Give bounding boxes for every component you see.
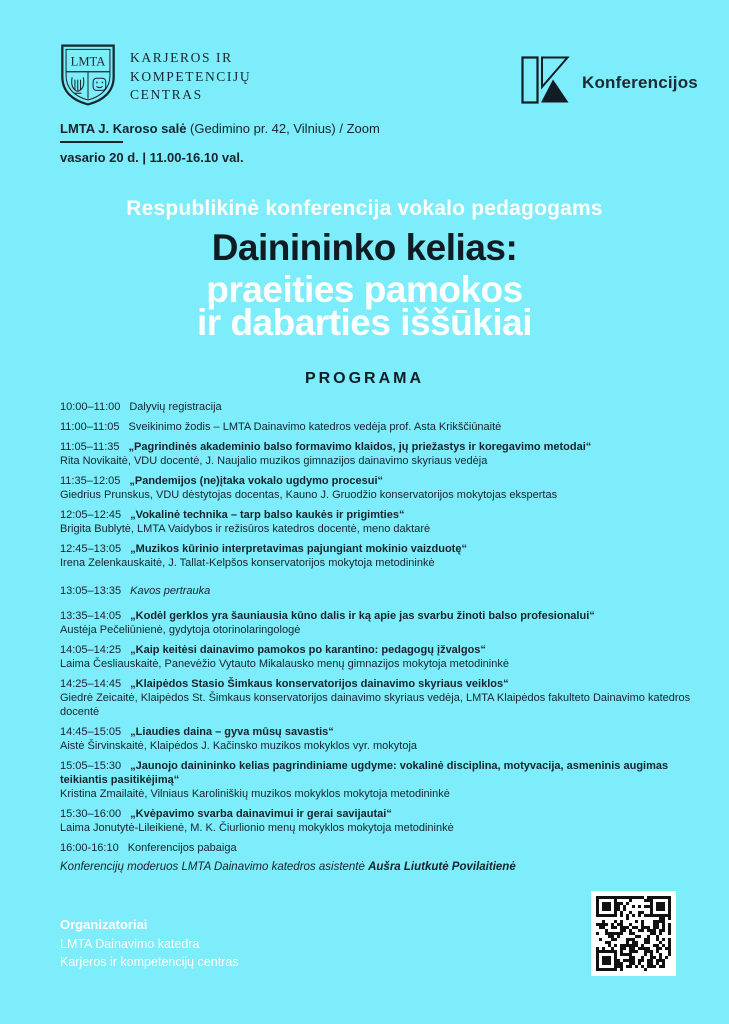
entry-speaker: Brigita Bublytė, LMTA Vaidybos ir režisūros katedros docentė, meno daktarė [60,523,431,535]
schedule-entry [60,542,711,570]
konferencijos-brand-block [521,56,698,109]
schedule-list [60,400,711,861]
subtitle-line-1: praeities pamokos [206,269,523,310]
schedule-entry [60,841,711,855]
conference-kicker: Respublikinė konferencija vokalo pedagogams [126,197,603,220]
date-line: vasario 20 d. | 11.00-16.10 val. [60,150,244,165]
lmta-acronym: LMTA [70,54,106,69]
career-centre-name [130,43,251,105]
entry-text: Dalyvių registracija [129,401,222,413]
organizer-line: LMTA Dainavimo katedra [60,937,200,952]
entry-time: 12:45–13:05 [60,543,122,555]
moderator-name: Aušra Liutkutė Povilaitienė [368,861,516,873]
lyre-icon [72,77,84,93]
organizers-heading: Organizatoriai [60,917,148,932]
entry-speaker: Giedrė Zeicaitė, Klaipėdos St. Šimkaus konservatorijos dainavimo skyriaus vedėja, LMTA Klaipėdos fakulteto Dainavimo katedros docentė [60,692,691,718]
qr-code [591,891,676,976]
entry-time: 14:25–14:45 [60,678,122,690]
entry-title: „Liaudies daina – gyva mūsų savastis“ [130,726,334,738]
entry-speaker: Aistė Širvinskaitė, Klaipėdos J. Kačinsko muzikos mokyklos vyr. mokytoja [60,740,418,752]
entry-title: „Vokalinė technika – tarp balso kaukės ir prigimties“ [130,509,405,521]
entry-time: 14:45–15:05 [60,726,122,738]
schedule-entry [60,643,711,671]
entry-time: 14:05–14:25 [60,644,122,656]
career-name-line: KOMPETENCIJŲ [130,68,252,84]
schedule-entry [60,400,711,414]
moderator-line [60,861,516,873]
career-name-line: KARJEROS IR [130,50,233,65]
entry-title: „Kaip keitėsi dainavimo pamokos po karantino: pedagogų įžvalgos“ [130,644,486,656]
entry-time: 12:05–12:45 [60,509,122,521]
konferencijos-k-logo-icon [521,56,571,109]
entry-time: 15:05–15:30 [60,760,122,772]
venue-line [60,121,380,136]
career-name-line: CENTRAS [130,87,203,103]
entry-speaker: Laima Jonutytė-Lileikienė, M. K. Čiurlionio menų mokyklos mokytoja metodininkė [60,822,454,834]
schedule-entry [60,725,711,753]
schedule-entry [60,474,711,502]
moderator-prefix: Konferencijų moderuos LMTA Dainavimo katedros asistentė [60,861,369,873]
lmta-shield-logo-icon [60,43,116,112]
entry-title: „Pandemijos (ne)įtaka vokalo ugdymo procesui“ [129,475,384,487]
schedule-entry [60,420,711,434]
schedule-entry [60,807,711,835]
entry-title: „Klaipėdos Stasio Šimkaus konservatorijos dainavimo skyriaus veiklos“ [130,678,509,690]
schedule-entry [60,759,711,801]
organizers-block [60,916,239,972]
organizer-line: Karjeros ir kompetencijų centras [60,955,239,970]
entry-time: 15:30–16:00 [60,808,122,820]
schedule-entry [60,609,711,637]
entry-title: „Kvėpavimo svarba dainavimui ir gerai savijautai“ [130,808,392,820]
organizers-lines [60,936,239,972]
schedule-entry [60,677,711,719]
entry-speaker: Kristina Zmailaitė, Vilniaus Karoliniškių muzikos mokyklos mokytoja metodininkė [60,788,450,800]
entry-title: „Pagrindinės akademinio balso formavimo klaidos, jų priežastys ir koregavimo metodai“ [128,441,592,453]
entry-time: 13:35–14:05 [60,610,122,622]
entry-time: 16:00-16:10 [60,842,119,854]
venue-name: LMTA J. Karoso salė [60,121,187,136]
entry-text: Konferencijos pabaiga [127,842,237,854]
programa-heading: PROGRAMA [304,369,425,387]
theatre-mask-icon [93,78,106,90]
entry-text: Sveikinimo žodis – LMTA Dainavimo katedros vedėja prof. Asta Krikščiūnaitė [128,421,502,433]
subtitle-line-2: ir dabarties iššūkiai [196,301,532,343]
divider-rule [60,141,123,143]
entry-time: 11:35–12:05 [60,475,121,487]
entry-time: 11:00–11:05 [60,421,120,433]
entry-title: „Jaunojo dainininko kelias pagrindiniame ugdyme: vokalinė disciplina, motyvacija, asmeninis augimas teikiantis pasitikėjimą“ [60,760,669,786]
lmta-brand-block [60,43,251,112]
conference-title: Dainininko kelias: [211,227,518,268]
entry-time: 10:00–11:00 [60,401,121,413]
schedule-break [60,584,711,598]
hero-section [0,197,729,388]
entry-title: „Muzikos kūrinio interpretavimas pajungiant mokinio vaizduotę“ [130,543,467,555]
entry-time: 13:05–13:35 [60,585,122,597]
entry-speaker: Laima Česliauskaitė, Panevėžio Vytauto Mikalausko menų gimnazijos mokytoja metodininkė [60,658,509,670]
entry-speaker: Austėja Pečeliūnienė, gydytoja otorinolaringologė [60,624,301,636]
entry-speaker: Giedrius Prunskus, VDU dėstytojas docentas, Kauno J. Gruodžio konservatorijos mokytojas ekspertas [60,489,558,501]
entry-time: 11:05–11:35 [60,441,120,453]
venue-address: (Gedimino pr. 42, Vilnius) / Zoom [186,121,380,136]
entry-text: Kavos pertrauka [130,585,211,597]
konferencijos-label: Konferencijos [582,72,698,92]
entry-speaker: Rita Novikaitė, VDU docentė, J. Naujalio muzikos gimnazijos dainavimo skyriaus vedėja [60,455,488,467]
schedule-entry [60,440,711,468]
entry-title: „Kodėl gerklos yra šauniausia kūno dalis ir ką apie jas svarbu žinoti balso profesionalui“ [130,610,595,622]
entry-speaker: Irena Zelenkauskaitė, J. Tallat-Kelpšos konservatorijos mokytoja metodininkė [60,557,435,569]
schedule-entry [60,508,711,536]
conference-subtitle [0,269,729,343]
